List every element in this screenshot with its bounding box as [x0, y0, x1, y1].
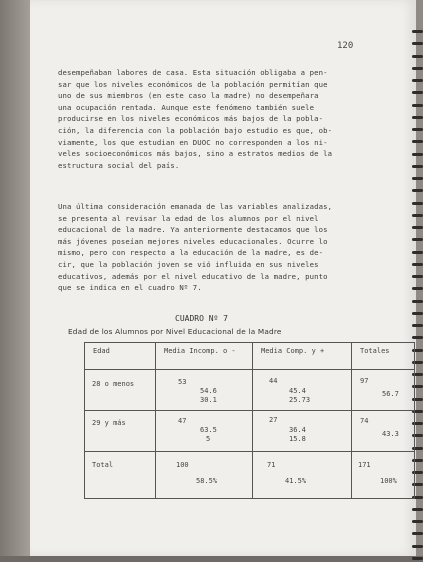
- binding-ring: [412, 300, 423, 303]
- paragraph-line: producirse en los niveles económicos más bajos de la pobla-: [58, 114, 324, 124]
- page-shadow-bottom: [0, 556, 423, 562]
- cell-count: 53: [178, 378, 187, 386]
- paragraph-line: una ocupación rentada. Aunque este fenómeno también suele: [58, 102, 315, 112]
- binding-ring: [412, 91, 423, 94]
- binding-ring: [412, 557, 423, 560]
- paragraph-line: viamente, los que estudian en DUOC no corresponden a los ni-: [58, 137, 328, 147]
- binding-ring: [412, 30, 423, 33]
- binding-ring: [412, 189, 423, 192]
- binding-ring: [412, 251, 423, 254]
- header-media-comp: Media Comp. y +: [253, 343, 352, 370]
- paragraph-line: estructura social del país.: [58, 160, 180, 170]
- cell-col-pct: 30.1: [200, 396, 217, 404]
- binding-ring: [412, 67, 423, 70]
- paragraph-line: Una última consideración emanada de las variables analizadas,: [58, 202, 333, 211]
- cell-pct: 100%: [380, 477, 397, 485]
- cell-count: 74: [360, 417, 369, 425]
- cell-count: 27: [269, 416, 278, 424]
- cell-count: 71: [267, 461, 276, 469]
- table-subtitle: Edad de los Alumnos por Nivel Educacional de la Madre: [68, 327, 282, 336]
- binding-ring: [412, 214, 423, 217]
- paragraph-line: más jóvenes poseían mejores niveles educacionales. Ocurre lo: [58, 236, 328, 246]
- binding-ring: [412, 275, 423, 278]
- cell-col-pct: 15.8: [289, 435, 306, 443]
- binding-ring: [412, 79, 423, 82]
- binding-ring: [412, 202, 423, 205]
- table-total-row: [85, 452, 415, 499]
- cell-row-pct: 63.5: [200, 426, 217, 434]
- cell-total: [352, 411, 415, 452]
- binding-ring: [412, 238, 423, 241]
- cell-incomp: [156, 411, 253, 452]
- binding-ring: [412, 263, 423, 266]
- binding-ring: [412, 508, 423, 511]
- binding-ring: [412, 312, 423, 315]
- binding-ring: [412, 128, 423, 131]
- paragraph-2: [58, 201, 378, 294]
- table-title: CUADRO Nº 7: [175, 314, 228, 323]
- binding-ring: [412, 165, 423, 168]
- binding-ring: [412, 287, 423, 290]
- cell-incomp: [156, 370, 253, 411]
- cell-row-pct: 45.4: [289, 387, 306, 395]
- cell-row-pct: 54.6: [200, 387, 217, 395]
- binding-ring: [412, 520, 423, 523]
- paragraph-line: educacional de la madre. Ya anteriormente destacamos que los: [58, 225, 328, 235]
- paragraph-line: que se indica en el cuadro Nº 7.: [58, 283, 202, 293]
- paragraph-line: se presenta al revisar la edad de los alumnos por el nivel: [58, 213, 319, 223]
- binding-ring: [412, 116, 423, 119]
- paragraph-line: desempeñaban labores de casa. Esta situación obligaba a pen-: [58, 68, 328, 77]
- table-row: [85, 411, 415, 452]
- cell-count: 171: [358, 461, 371, 469]
- binding-ring: [412, 177, 423, 180]
- cell-edad-label: 29 y más: [92, 419, 126, 427]
- paragraph-line: cir, que la población joven se vió influida en sus niveles: [58, 259, 319, 269]
- cell-count: 44: [269, 377, 278, 385]
- binding-ring: [412, 55, 423, 58]
- cell-count: 97: [360, 377, 369, 385]
- binding-ring: [412, 324, 423, 327]
- header-media-incomp: Media Incomp. o -: [156, 343, 253, 370]
- binding-ring: [412, 545, 423, 548]
- binding-ring: [412, 42, 423, 45]
- cell-edad: [85, 411, 156, 452]
- binding-ring: [412, 336, 423, 339]
- table-header-row: [85, 343, 415, 370]
- cell-col-pct: 5: [206, 435, 211, 443]
- page-shadow-left: [0, 0, 30, 562]
- cell-comp: [253, 370, 352, 411]
- paragraph-line: veles socioeconómicos más bajos, sino a estratos medios de la: [58, 149, 333, 159]
- binding-ring: [412, 140, 423, 143]
- binding-ring: [412, 532, 423, 535]
- cell-pct: 56.7: [382, 390, 399, 398]
- paragraph-line: uno de sus miembros (en este caso la madre) no desempeñara: [58, 91, 319, 101]
- table-row: [85, 370, 415, 411]
- cell-count: 47: [178, 417, 187, 425]
- cell-count: 100: [176, 461, 189, 469]
- cell-comp: [253, 452, 352, 499]
- cell-comp: [253, 411, 352, 452]
- paragraph-line: mismo, pero con respecto a la educación de la madre, es de-: [58, 248, 324, 258]
- cell-total-label: Total: [92, 461, 114, 469]
- cell-edad-label: 28 o menos: [92, 380, 135, 388]
- cell-pct: 58.5%: [196, 477, 218, 485]
- header-edad: Edad: [85, 343, 156, 370]
- paragraph-line: sar que los niveles económicos de la población permitían que: [58, 79, 328, 89]
- cell-total: [352, 452, 415, 499]
- paragraph-line: educativos, además por el nivel educativo de la madre, punto: [58, 271, 328, 281]
- cell-edad: [85, 370, 156, 411]
- paragraph-1: [58, 67, 378, 171]
- cell-pct: 43.3: [382, 430, 399, 438]
- cell-row-pct: 36.4: [289, 426, 306, 434]
- data-table: [84, 342, 415, 499]
- cell-incomp: [156, 452, 253, 499]
- header-totales: Totales: [352, 343, 415, 370]
- paragraph-line: ción, la diferencia con la población bajo estudio es que, ob-: [58, 125, 333, 135]
- cell-pct: 41.5%: [285, 477, 307, 485]
- cell-total: [352, 370, 415, 411]
- binding-ring: [412, 104, 423, 107]
- page-number: 120: [337, 41, 354, 51]
- binding-ring: [412, 226, 423, 229]
- binding-ring: [412, 153, 423, 156]
- cell-edad: [85, 452, 156, 499]
- cell-col-pct: 25.73: [289, 396, 311, 404]
